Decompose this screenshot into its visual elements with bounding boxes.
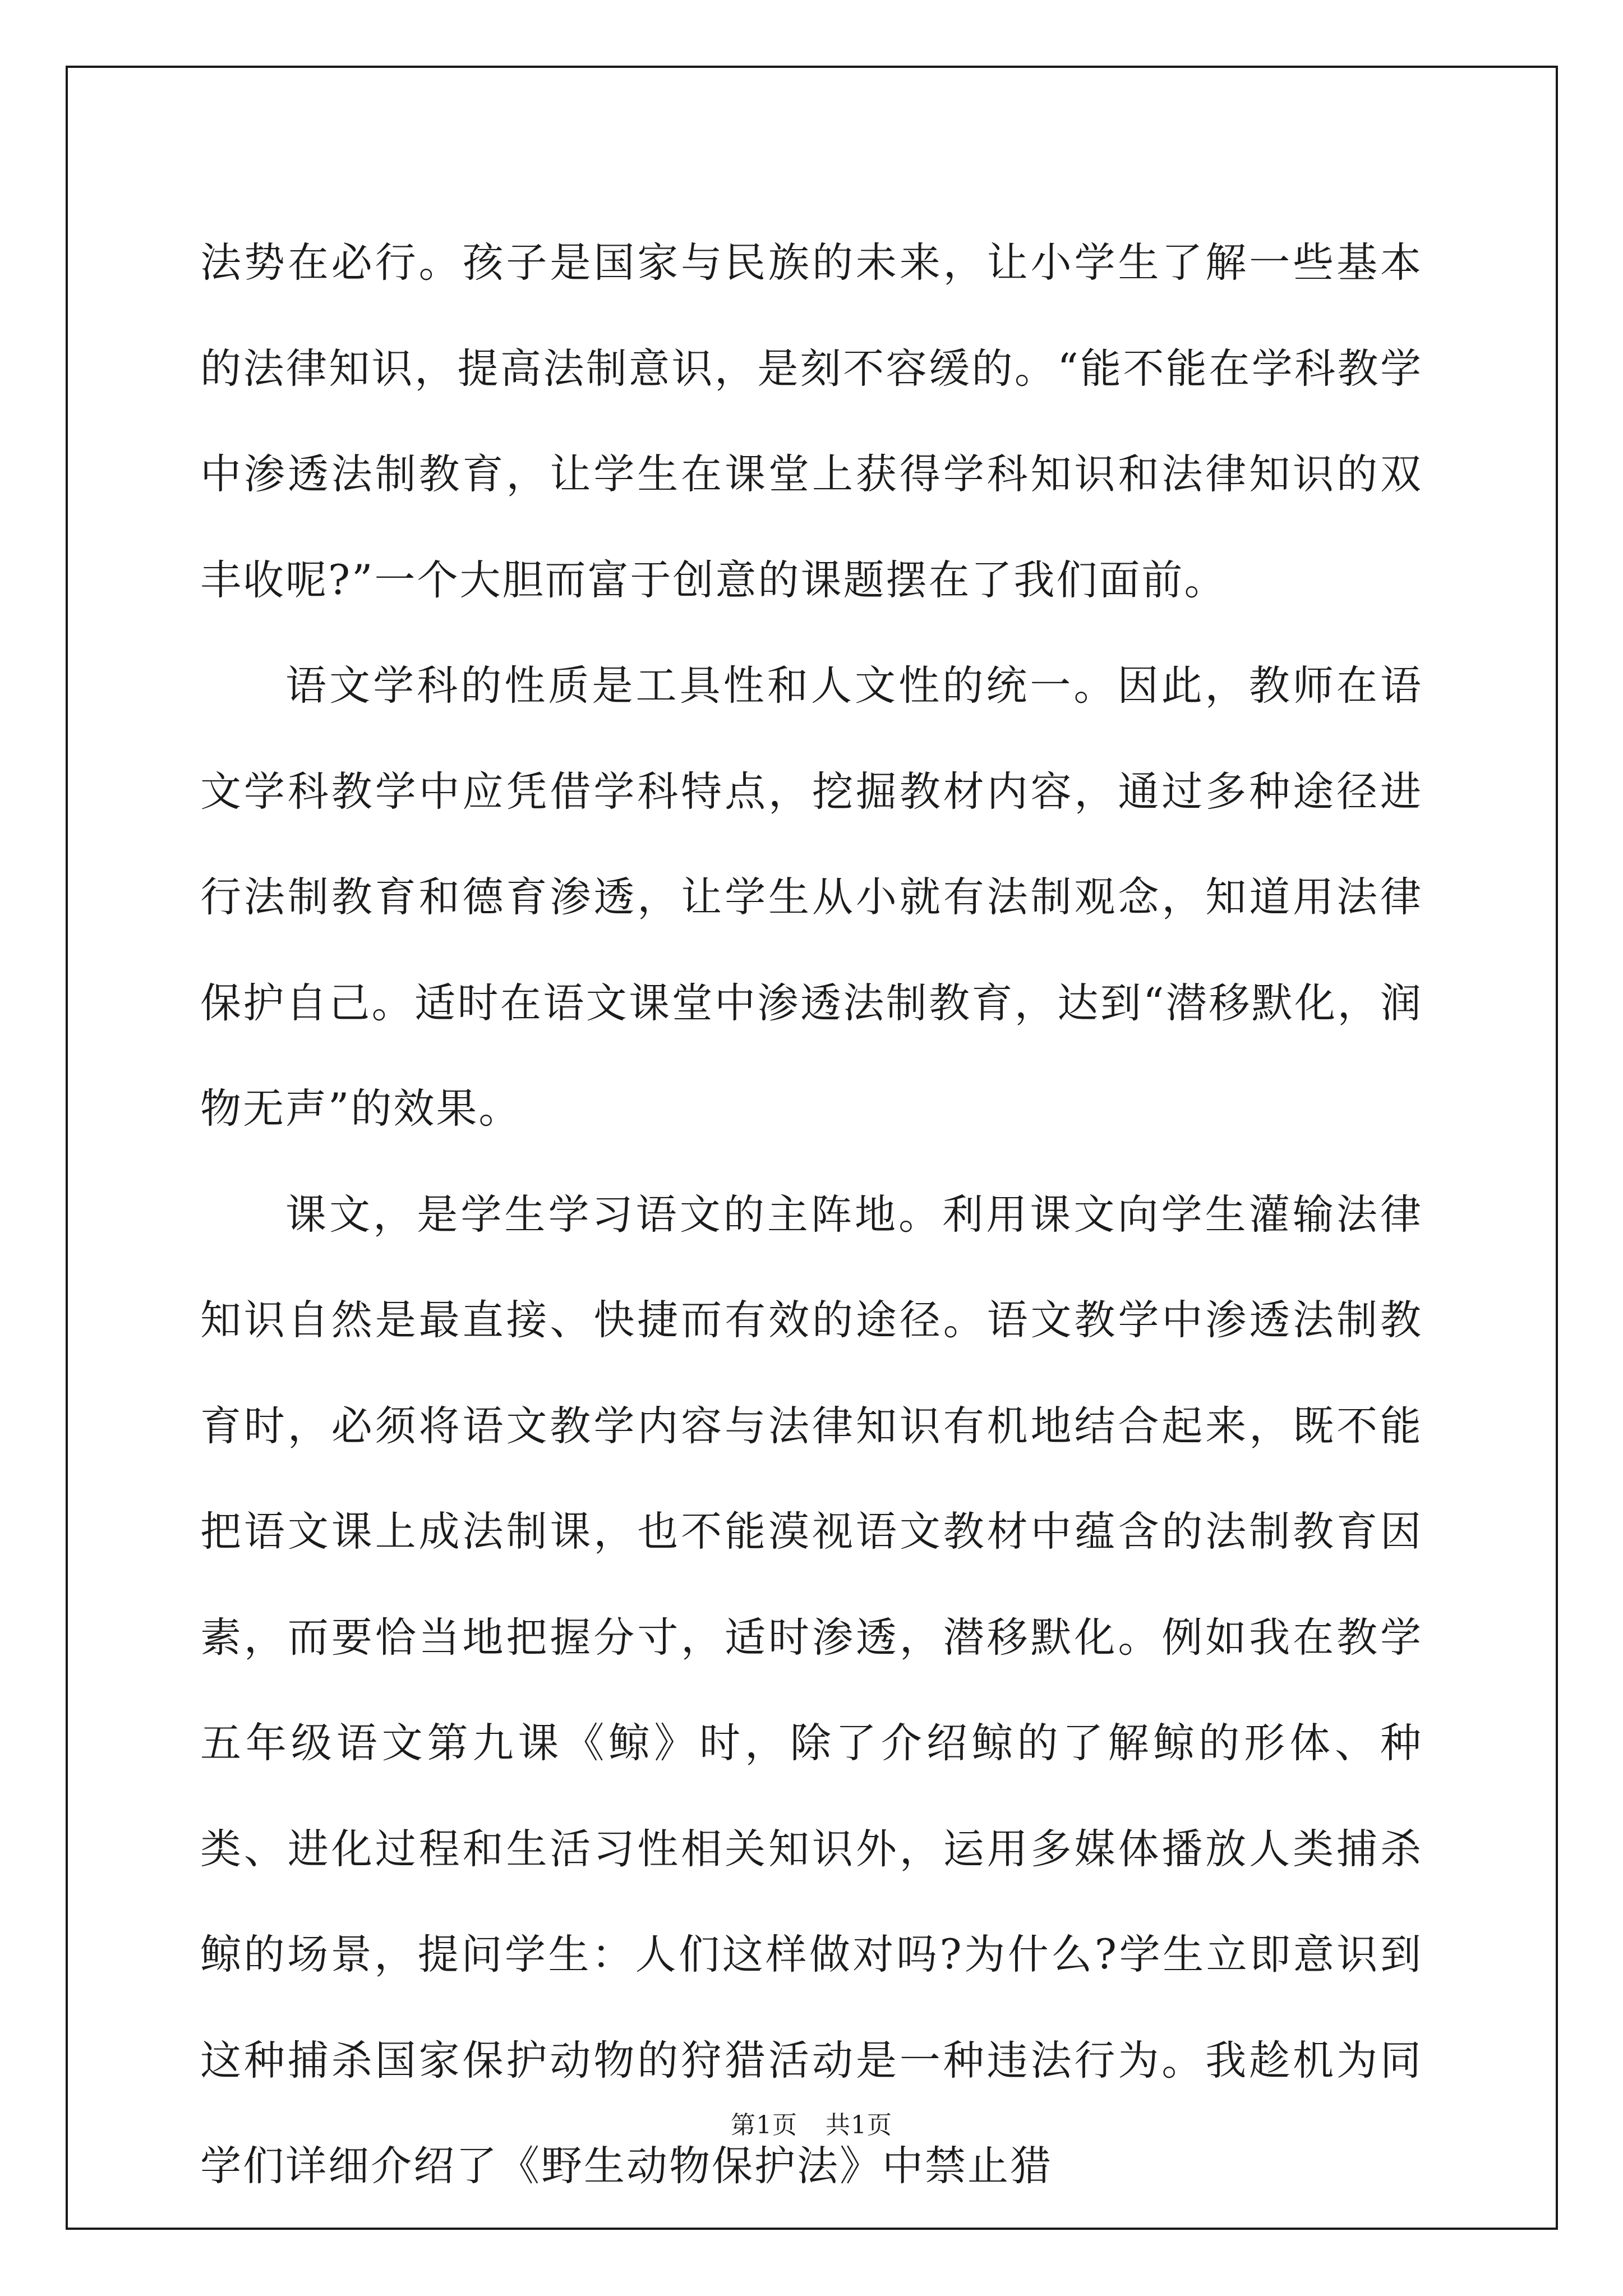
- page-total: 共1页: [826, 2111, 892, 2139]
- paragraph-1: 法势在必行。孩子是国家与民族的未来，让小学生了解一些基本的法律知识，提高法制意识，是刻不容缓的。“能不能在学科教学中渗透法制教育，让学生在课堂上获得学科知识和法律知识的双丰收呢?”一个大胆而富于创意的课题摆在了我们面前。: [200, 239, 1423, 604]
- page-footer: [0, 2105, 1623, 2141]
- paragraph-3: 课文，是学生学习语文的主阵地。利用课文向学生灌输法律知识自然是最直接、快捷而有效的途径。语文教学中渗透法制教育时，必须将语文教学内容与法律知识有机地结合起来，既不能把语文课上成法制课，也不能漠视语文教材中蕴含的法制教育因素，而要恰当地把握分寸，适时渗透，潜移默化。例如我在教学五年级语文第九课《鲸》时，除了介绍鲸的了解鲸的形体、种类、进化过程和生活习性相关知识外，运用多媒体播放人类捕杀鲸的场景，提问学生：人们这样做对吗?为什么?学生立即意识到这种捕杀国家保护动物的狩猎活动是一种违法行为。我趁机为同学们详细介绍了《野生动物保护法》中禁止猎: [200, 1190, 1423, 2190]
- page-number: 第1页: [731, 2111, 797, 2139]
- document-body: [200, 210, 1423, 2220]
- paragraph-2: 语文学科的性质是工具性和人文性的统一。因此，教师在语文学科教学中应凭借学科特点，挖掘教材内容，通过多种途径进行法制教育和德育渗透，让学生从小就有法制观念，知道用法律保护自己。适时在语文课堂中渗透法制教育，达到“潜移默化，润物无声”的效果。: [200, 662, 1423, 1133]
